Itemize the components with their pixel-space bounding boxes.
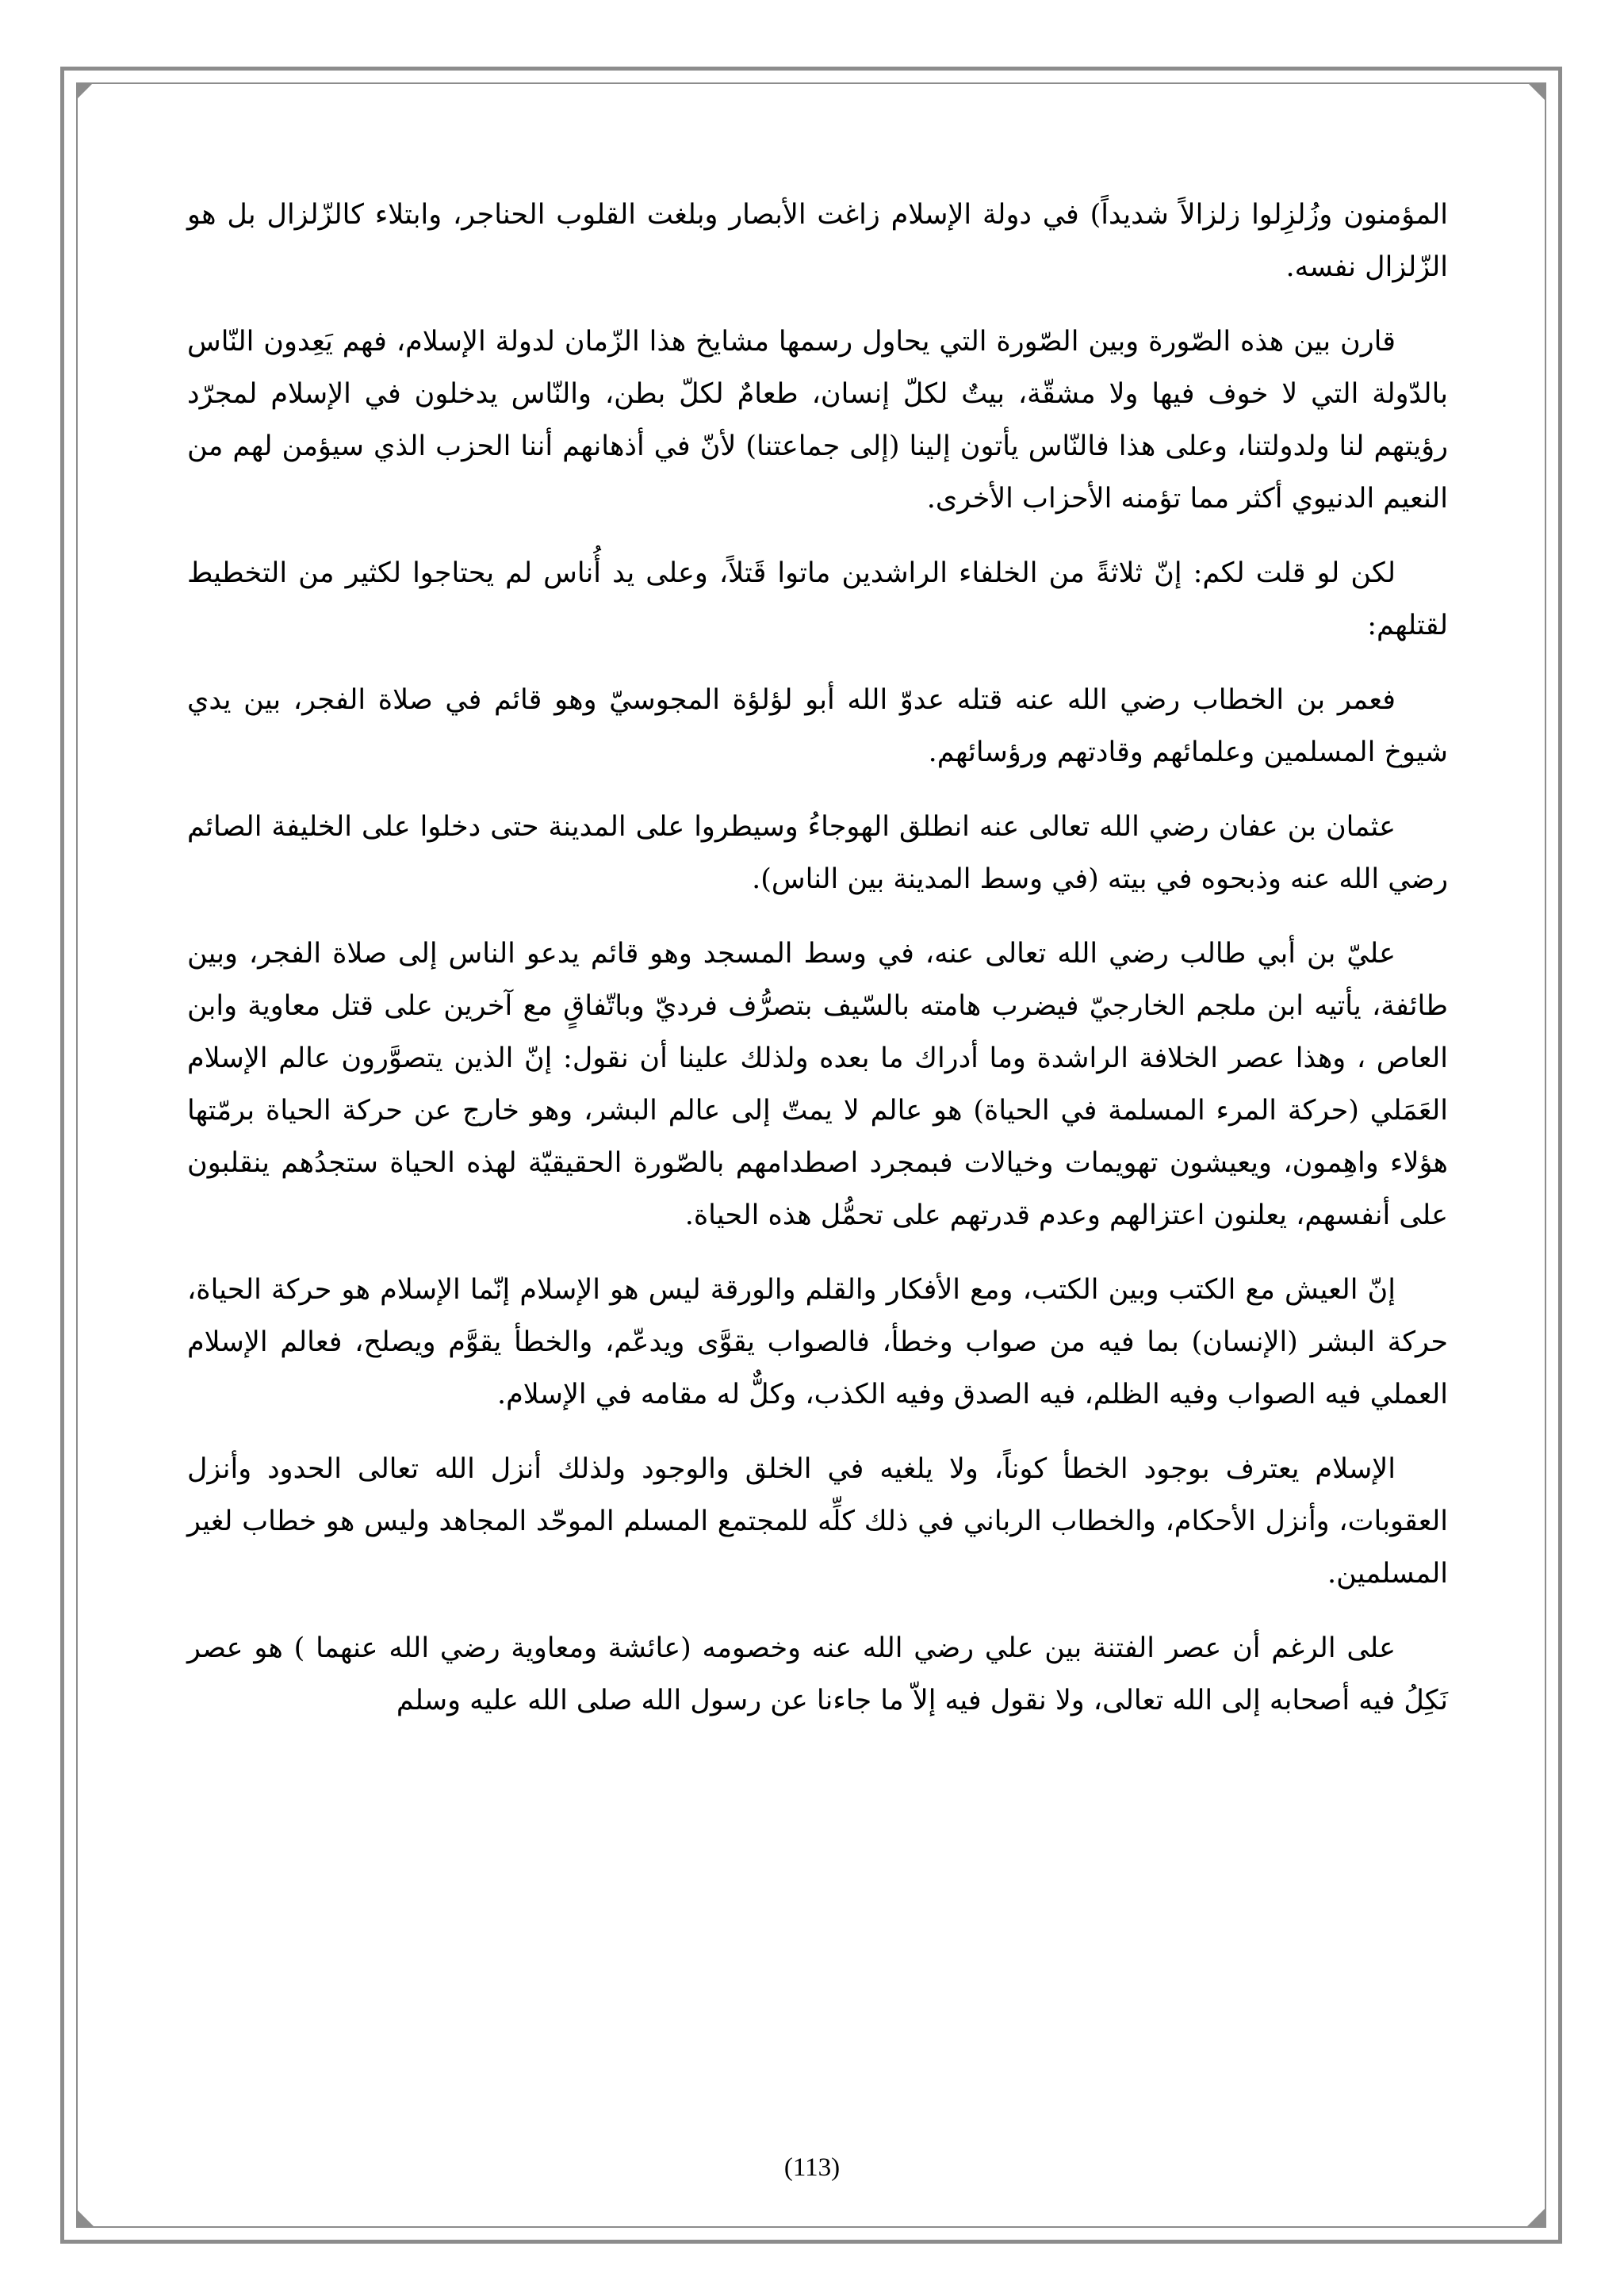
paragraph: قارن بين هذه الصّورة وبين الصّورة التي يحاول رسمها مشايخ هذا الزّمان لدولة الإسلام، فهم يَعِدون النّاس بالدّولة التي لا خوف فيها ولا مشقّة، بيتٌ لكلّ إنسان، طعامٌ لكلّ بطن، والنّاس يدخلون في الإسلام لمجرّد رؤيتهم لنا ولدولتنا، وعلى هذا فالنّاس يأتون إلينا (إلى جماعتنا) لأنّ في أذهانهم أننا الحزب الذي سيؤمن لهم من النعيم الدنيوي أكثر مما تؤمنه الأحزاب الأخرى. <box>187 326 1448 515</box>
paragraph: عليّ بن أبي طالب رضي الله تعالى عنه، في وسط المسجد وهو قائم يدعو الناس إلى صلاة الفجر، وبين طائفة، يأتيه ابن ملجم الخارجيّ فيضرب هامته بالسّيف بتصرُّف فرديّ وباتّفاقٍ مع آخرين على قتل معاوية وابن العاص ، وهذا عصر الخلافة الراشدة وما أدراك ما بعده ولذلك علينا أن نقول: إنّ الذين يتصوَّرون عالم الإسلام العَمَلي (حركة المرء المسلمة في الحياة) هو عالم لا يمتّ إلى عالم البشر، وهو خارج عن حركة الحياة برمّتها هؤلاء واهِمون، ويعيشون تهويمات وخيالات فبمجرد اصطدامهم بالصّورة الحقيقيّة لهذه الحياة ستجدُهم ينقلبون على أنفسهم، يعلنون اعتزالهم وعدم قدرتهم على تحمُّل هذه الحياة. <box>187 938 1448 1231</box>
corner-ornament-top-right <box>1527 82 1545 100</box>
paragraph: عثمان بن عفان رضي الله تعالى عنه انطلق الهوجاءُ وسيطروا على المدينة حتى دخلوا على الخليفة الصائم رضي الله عنه وذبحوه في بيته (في وسط المدينة بين الناس). <box>187 811 1448 895</box>
paragraph: فعمر بن الخطاب رضي الله عنه قتله عدوّ الله أبو لؤلؤة المجوسيّ وهو قائم في صلاة الفجر، بين يدي شيوخ المسلمين وعلمائهم وقادتهم ورؤسائهم. <box>187 684 1448 768</box>
paragraph: الإسلام يعترف بوجود الخطأ كوناً، ولا يلغيه في الخلق والوجود ولذلك أنزل الله تعالى الحدود وأنزل العقوبات، وأنزل الأحكام، والخطاب الرباني في ذلك كلِّه للمجتمع المسلم الموحّد المجاهد وليس هو خطاب لغير المسلمين. <box>187 1453 1448 1590</box>
page-body <box>187 189 1448 1749</box>
paragraph: إنّ العيش مع الكتب وبين الكتب، ومع الأفكار والقلم والورقة ليس هو الإسلام إنّما الإسلام هو حركة الحياة، حركة البشر (الإنسان) بما فيه من صواب وخطأ، فالصواب يقوَّى ويدعّم، والخطأ يقوَّم ويصلح، فعالم الإسلام العملي فيه الصواب وفيه الظلم، فيه الصدق وفيه الكذب، وكلٌّ له مقامه في الإسلام. <box>187 1274 1448 1410</box>
corner-ornament-bottom-left <box>76 2209 94 2226</box>
paragraph: على الرغم أن عصر الفتنة بين علي رضي الله عنه وخصومه (عائشة ومعاوية رضي الله عنهما ) هو عصر نَكِلُ فيه أصحابه إلى الله تعالى، ولا نقول فيه إلاّ ما جاءنا عن رسول الله صلى الله عليه وسلم <box>187 1632 1448 1716</box>
paragraph: لكن لو قلت لكم: إنّ ثلاثةً من الخلفاء الراشدين ماتوا قَتلاً، وعلى يد أُناس لم يحتاجوا لكثير من التخطيط لقتلهم: <box>187 557 1448 641</box>
paragraph: المؤمنون وزُلزِلوا زلزالاً شديداً) في دولة الإسلام زاغت الأبصار وبلغت القلوب الحناجر، وابتلاء كالزّلزال بل هو الزّلزال نفسه. <box>187 199 1448 283</box>
corner-ornament-bottom-right <box>1527 2209 1545 2226</box>
page-number: (113) <box>783 2153 841 2182</box>
corner-ornament-top-left <box>76 82 94 100</box>
